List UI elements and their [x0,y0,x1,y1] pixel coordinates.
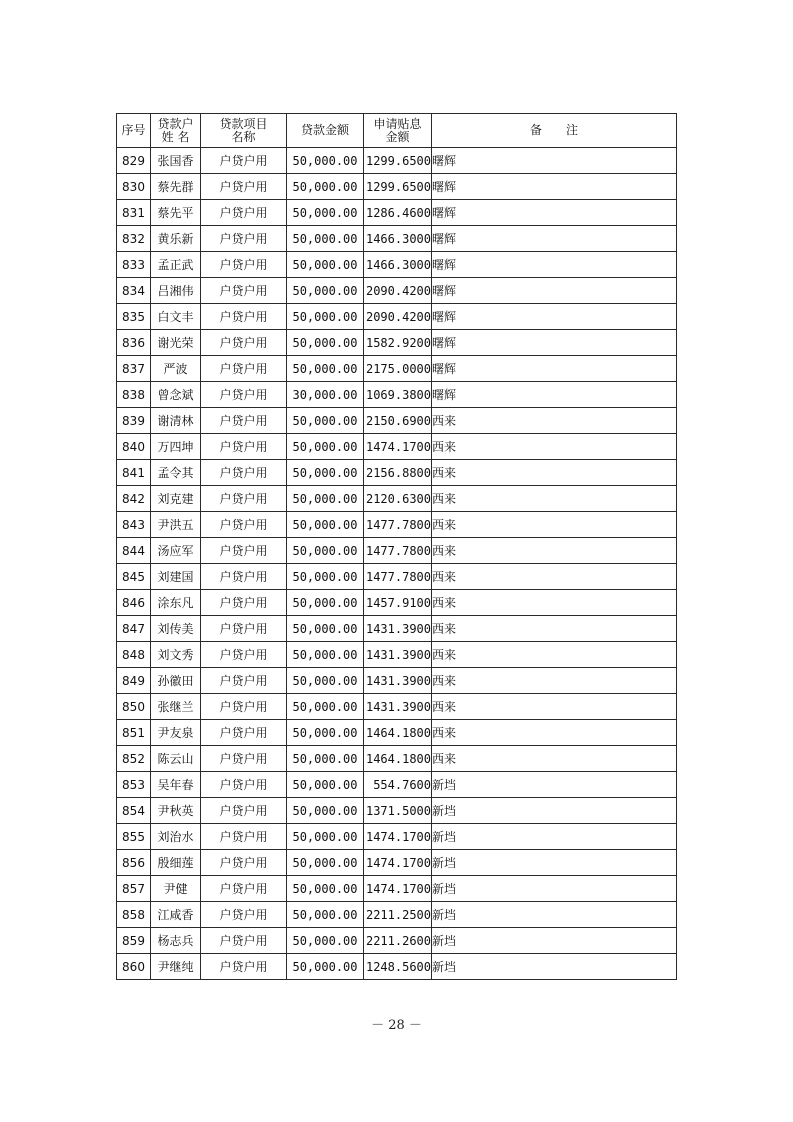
cell-remarks: 新垱 [432,902,677,928]
cell-loan-amount: 50,000.00 [287,850,364,876]
cell-borrower-name: 刘文秀 [151,642,201,668]
cell-serial-number: 848 [117,642,151,668]
table-row [117,824,677,850]
cell-borrower-name: 孟令其 [151,460,201,486]
cell-loan-project: 户贷户用 [201,200,287,226]
cell-loan-project: 户贷户用 [201,902,287,928]
cell-borrower-name: 殷细莲 [151,850,201,876]
cell-remarks: 西来 [432,720,677,746]
cell-loan-project: 户贷户用 [201,850,287,876]
cell-loan-amount: 50,000.00 [287,148,364,174]
cell-loan-project: 户贷户用 [201,408,287,434]
cell-remarks: 西来 [432,408,677,434]
cell-borrower-name: 吴年春 [151,772,201,798]
cell-loan-amount: 50,000.00 [287,174,364,200]
cell-loan-project: 户贷户用 [201,590,287,616]
cell-subsidy-amount: 1464.1800 [364,720,432,746]
cell-loan-amount: 50,000.00 [287,902,364,928]
cell-serial-number: 829 [117,148,151,174]
table-row [117,954,677,980]
cell-subsidy-amount: 1431.3900 [364,642,432,668]
table-row [117,538,677,564]
cell-subsidy-amount: 1466.3000 [364,252,432,278]
cell-borrower-name: 尹继纯 [151,954,201,980]
header-loan-project [201,114,287,148]
cell-loan-amount: 50,000.00 [287,746,364,772]
cell-loan-project: 户贷户用 [201,694,287,720]
cell-loan-project: 户贷户用 [201,668,287,694]
cell-remarks: 曙辉 [432,356,677,382]
header-loan-amount-label: 贷款金额 [300,123,349,137]
cell-loan-amount: 50,000.00 [287,876,364,902]
table-row [117,356,677,382]
cell-remarks: 新垱 [432,824,677,850]
cell-loan-project: 户贷户用 [201,954,287,980]
cell-loan-amount: 50,000.00 [287,200,364,226]
cell-loan-project: 户贷户用 [201,460,287,486]
cell-borrower-name: 严波 [151,356,201,382]
cell-remarks: 新垱 [432,772,677,798]
header-subsidy-line2: 金额 [385,129,410,144]
cell-subsidy-amount: 1299.6500 [364,148,432,174]
cell-loan-amount: 50,000.00 [287,798,364,824]
table-row [117,460,677,486]
cell-loan-project: 户贷户用 [201,226,287,252]
cell-loan-project: 户贷户用 [201,538,287,564]
header-subsidy-amount [364,114,432,148]
cell-serial-number: 835 [117,304,151,330]
cell-loan-amount: 50,000.00 [287,434,364,460]
cell-subsidy-amount: 1466.3000 [364,226,432,252]
cell-serial-number: 839 [117,408,151,434]
cell-borrower-name: 尹健 [151,876,201,902]
cell-subsidy-amount: 1474.1700 [364,824,432,850]
header-project-line2: 名称 [231,129,256,144]
cell-loan-project: 户贷户用 [201,824,287,850]
cell-loan-amount: 50,000.00 [287,590,364,616]
cell-serial-number: 837 [117,356,151,382]
cell-loan-amount: 50,000.00 [287,772,364,798]
cell-subsidy-amount: 1431.3900 [364,694,432,720]
cell-serial-number: 846 [117,590,151,616]
cell-serial-number: 836 [117,330,151,356]
table-row [117,772,677,798]
cell-subsidy-amount: 1474.1700 [364,850,432,876]
header-serial-number-label: 序号 [121,123,146,137]
table-row [117,148,677,174]
cell-loan-amount: 50,000.00 [287,642,364,668]
cell-subsidy-amount: 1582.9200 [364,330,432,356]
cell-loan-amount: 50,000.00 [287,278,364,304]
cell-loan-amount: 50,000.00 [287,512,364,538]
cell-subsidy-amount: 1431.3900 [364,668,432,694]
table-row [117,746,677,772]
table-row [117,408,677,434]
cell-serial-number: 842 [117,486,151,512]
cell-serial-number: 845 [117,564,151,590]
table-row [117,252,677,278]
cell-loan-project: 户贷户用 [201,772,287,798]
cell-loan-amount: 50,000.00 [287,824,364,850]
cell-remarks: 西来 [432,564,677,590]
table-row [117,174,677,200]
cell-subsidy-amount: 2156.8800 [364,460,432,486]
cell-subsidy-amount: 1457.9100 [364,590,432,616]
cell-loan-project: 户贷户用 [201,434,287,460]
cell-remarks: 西来 [432,486,677,512]
cell-loan-project: 户贷户用 [201,876,287,902]
table-row [117,876,677,902]
cell-remarks: 曙辉 [432,226,677,252]
table-row [117,798,677,824]
table-row [117,200,677,226]
cell-loan-amount: 30,000.00 [287,382,364,408]
cell-remarks: 西来 [432,538,677,564]
cell-loan-project: 户贷户用 [201,798,287,824]
cell-subsidy-amount: 1431.3900 [364,616,432,642]
cell-loan-project: 户贷户用 [201,746,287,772]
cell-loan-amount: 50,000.00 [287,408,364,434]
cell-remarks: 西来 [432,694,677,720]
table-header [117,114,677,148]
cell-remarks: 曙辉 [432,304,677,330]
cell-loan-amount: 50,000.00 [287,564,364,590]
cell-borrower-name: 汤应军 [151,538,201,564]
cell-loan-amount: 50,000.00 [287,356,364,382]
cell-remarks: 西来 [432,616,677,642]
cell-loan-amount: 50,000.00 [287,720,364,746]
cell-borrower-name: 刘建国 [151,564,201,590]
cell-remarks: 新垱 [432,798,677,824]
cell-serial-number: 851 [117,720,151,746]
cell-serial-number: 834 [117,278,151,304]
table-row [117,564,677,590]
cell-serial-number: 856 [117,850,151,876]
cell-borrower-name: 尹友泉 [151,720,201,746]
cell-borrower-name: 刘治水 [151,824,201,850]
table-row [117,226,677,252]
cell-remarks: 新垱 [432,876,677,902]
cell-subsidy-amount: 1464.1800 [364,746,432,772]
cell-borrower-name: 尹秋英 [151,798,201,824]
cell-serial-number: 852 [117,746,151,772]
cell-remarks: 西来 [432,590,677,616]
cell-serial-number: 860 [117,954,151,980]
header-remarks [432,114,677,148]
cell-borrower-name: 白文丰 [151,304,201,330]
cell-loan-project: 户贷户用 [201,278,287,304]
table-row [117,330,677,356]
cell-borrower-name: 万四坤 [151,434,201,460]
cell-subsidy-amount: 1248.5600 [364,954,432,980]
cell-loan-amount: 50,000.00 [287,330,364,356]
cell-loan-project: 户贷户用 [201,252,287,278]
table-row [117,616,677,642]
cell-loan-project: 户贷户用 [201,564,287,590]
cell-remarks: 曙辉 [432,330,677,356]
cell-loan-project: 户贷户用 [201,928,287,954]
cell-serial-number: 841 [117,460,151,486]
cell-borrower-name: 江咸香 [151,902,201,928]
cell-borrower-name: 杨志兵 [151,928,201,954]
cell-loan-amount: 50,000.00 [287,694,364,720]
cell-subsidy-amount: 554.7600 [364,772,432,798]
cell-loan-amount: 50,000.00 [287,954,364,980]
cell-borrower-name: 张国香 [151,148,201,174]
cell-remarks: 西来 [432,668,677,694]
cell-loan-amount: 50,000.00 [287,304,364,330]
table-row [117,902,677,928]
table-body [117,148,677,980]
cell-borrower-name: 孙徽田 [151,668,201,694]
cell-subsidy-amount: 2150.6900 [364,408,432,434]
table-row [117,382,677,408]
header-remarks-label: 备 注 [529,123,578,137]
cell-serial-number: 838 [117,382,151,408]
cell-loan-project: 户贷户用 [201,304,287,330]
cell-remarks: 新垱 [432,928,677,954]
cell-borrower-name: 谢光荣 [151,330,201,356]
table-row [117,486,677,512]
cell-serial-number: 853 [117,772,151,798]
cell-loan-amount: 50,000.00 [287,538,364,564]
cell-loan-project: 户贷户用 [201,720,287,746]
cell-remarks: 曙辉 [432,200,677,226]
table-row [117,694,677,720]
table-row [117,720,677,746]
cell-serial-number: 854 [117,798,151,824]
table-row [117,590,677,616]
cell-borrower-name: 孟正武 [151,252,201,278]
header-loan-amount [287,114,364,148]
cell-loan-project: 户贷户用 [201,512,287,538]
cell-borrower-name: 刘克建 [151,486,201,512]
table-row [117,304,677,330]
cell-loan-project: 户贷户用 [201,486,287,512]
cell-loan-amount: 50,000.00 [287,460,364,486]
cell-borrower-name: 黄乐新 [151,226,201,252]
cell-subsidy-amount: 2090.4200 [364,278,432,304]
table-row [117,668,677,694]
cell-remarks: 曙辉 [432,382,677,408]
cell-subsidy-amount: 1477.7800 [364,538,432,564]
header-row [117,114,677,148]
cell-remarks: 曙辉 [432,148,677,174]
cell-loan-project: 户贷户用 [201,174,287,200]
cell-loan-amount: 50,000.00 [287,486,364,512]
cell-remarks: 西来 [432,642,677,668]
cell-subsidy-amount: 1286.4600 [364,200,432,226]
cell-borrower-name: 尹洪五 [151,512,201,538]
table-row [117,850,677,876]
cell-loan-amount: 50,000.00 [287,928,364,954]
cell-subsidy-amount: 1474.1700 [364,434,432,460]
cell-serial-number: 859 [117,928,151,954]
cell-subsidy-amount: 2090.4200 [364,304,432,330]
header-borrower-line1: 贷款户 [157,116,194,131]
cell-subsidy-amount: 1477.7800 [364,512,432,538]
cell-loan-project: 户贷户用 [201,616,287,642]
cell-subsidy-amount: 2211.2600 [364,928,432,954]
cell-loan-project: 户贷户用 [201,330,287,356]
cell-loan-amount: 50,000.00 [287,668,364,694]
cell-loan-project: 户贷户用 [201,356,287,382]
cell-serial-number: 858 [117,902,151,928]
cell-loan-project: 户贷户用 [201,148,287,174]
cell-subsidy-amount: 1477.7800 [364,564,432,590]
cell-borrower-name: 曾念斌 [151,382,201,408]
cell-borrower-name: 蔡先平 [151,200,201,226]
cell-remarks: 西来 [432,460,677,486]
cell-serial-number: 840 [117,434,151,460]
cell-loan-amount: 50,000.00 [287,226,364,252]
header-subsidy-line1: 申请贴息 [373,116,422,131]
cell-serial-number: 832 [117,226,151,252]
cell-subsidy-amount: 2120.6300 [364,486,432,512]
cell-loan-amount: 50,000.00 [287,616,364,642]
table-row [117,928,677,954]
cell-serial-number: 844 [117,538,151,564]
cell-serial-number: 857 [117,876,151,902]
cell-borrower-name: 谢清林 [151,408,201,434]
cell-remarks: 曙辉 [432,278,677,304]
cell-subsidy-amount: 1299.6500 [364,174,432,200]
cell-serial-number: 831 [117,200,151,226]
table-row [117,434,677,460]
table-row [117,278,677,304]
cell-borrower-name: 吕湘伟 [151,278,201,304]
cell-serial-number: 847 [117,616,151,642]
cell-serial-number: 850 [117,694,151,720]
cell-subsidy-amount: 1069.3800 [364,382,432,408]
cell-serial-number: 849 [117,668,151,694]
cell-serial-number: 855 [117,824,151,850]
header-borrower-name [151,114,201,148]
cell-borrower-name: 陈云山 [151,746,201,772]
cell-remarks: 新垱 [432,850,677,876]
cell-borrower-name: 涂东凡 [151,590,201,616]
cell-remarks: 新垱 [432,954,677,980]
cell-loan-project: 户贷户用 [201,382,287,408]
cell-borrower-name: 刘传美 [151,616,201,642]
cell-remarks: 西来 [432,434,677,460]
cell-subsidy-amount: 1371.5000 [364,798,432,824]
cell-borrower-name: 张继兰 [151,694,201,720]
header-borrower-line2: 姓 名 [161,129,190,144]
cell-remarks: 曙辉 [432,174,677,200]
cell-subsidy-amount: 2211.2500 [364,902,432,928]
cell-borrower-name: 蔡先群 [151,174,201,200]
cell-loan-amount: 50,000.00 [287,252,364,278]
page-number: － 28 － [371,1018,422,1033]
cell-serial-number: 843 [117,512,151,538]
cell-remarks: 西来 [432,512,677,538]
header-serial-number [117,114,151,148]
header-project-line1: 贷款项目 [219,116,268,131]
table-row [117,512,677,538]
document-page [116,113,676,980]
cell-remarks: 曙辉 [432,252,677,278]
cell-remarks: 西来 [432,746,677,772]
cell-serial-number: 830 [117,174,151,200]
table-row [117,642,677,668]
cell-subsidy-amount: 1474.1700 [364,876,432,902]
cell-serial-number: 833 [117,252,151,278]
cell-loan-project: 户贷户用 [201,642,287,668]
loan-subsidy-table [116,113,677,980]
cell-subsidy-amount: 2175.0000 [364,356,432,382]
